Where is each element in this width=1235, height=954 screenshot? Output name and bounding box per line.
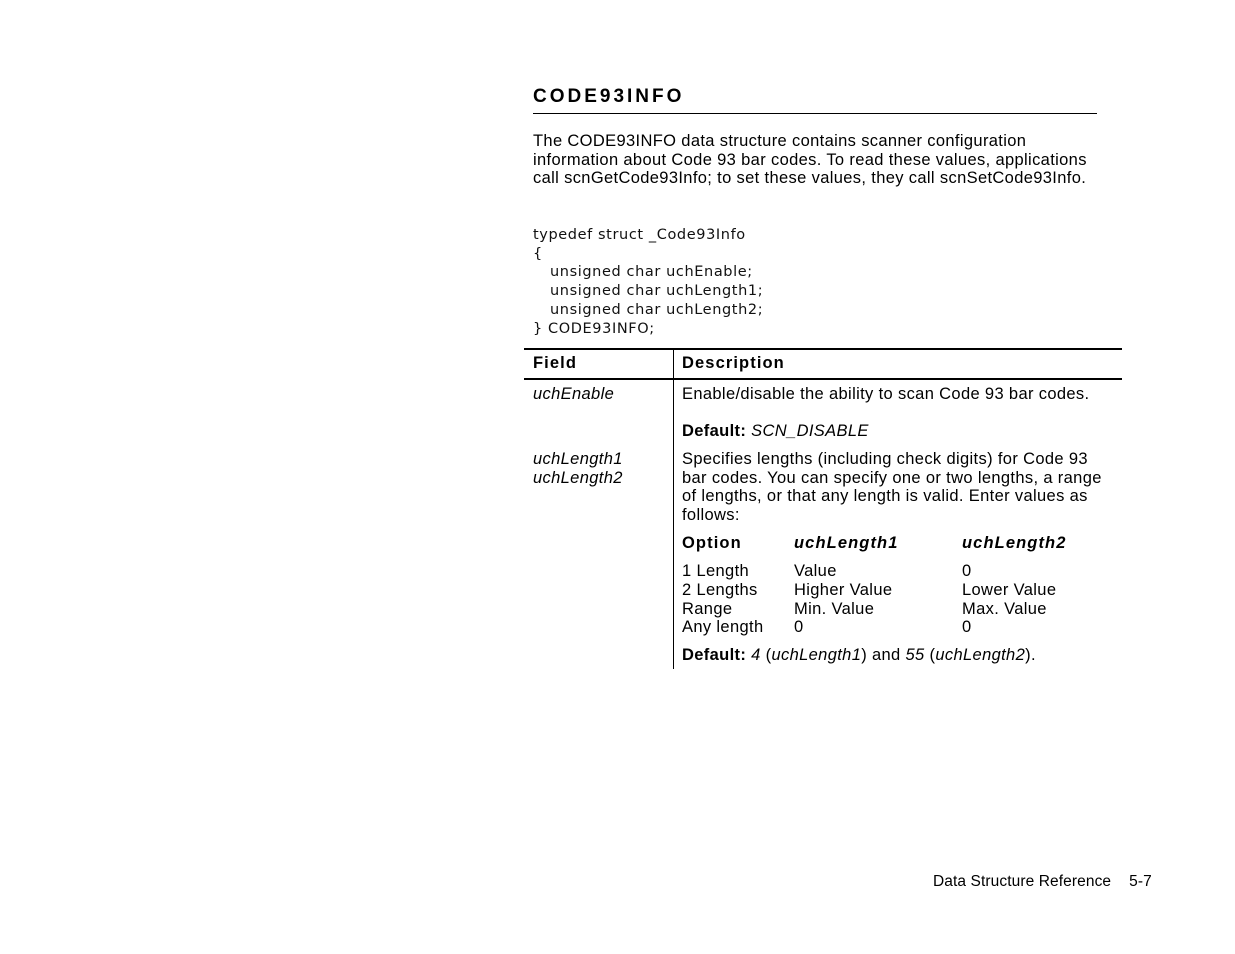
header-description: Description bbox=[682, 354, 785, 372]
default-field: uchLength1 bbox=[771, 646, 862, 664]
code-line: unsigned char uchEnable; bbox=[550, 264, 753, 281]
footer-page-number: 5-7 bbox=[1129, 873, 1152, 890]
header-field: Field bbox=[533, 354, 578, 372]
default-field: uchLength2 bbox=[935, 646, 1026, 664]
option-cell: Min. Value bbox=[794, 600, 875, 618]
default-label: Default: bbox=[682, 422, 747, 440]
default-uchlength bbox=[682, 646, 1112, 665]
intro-paragraph: The CODE93INFO data structure contains scanner configuration information about Code 93 bar codes. To read these values, applications call scnGetCode93Info; to set these values, they call scnSetCode93Info. bbox=[533, 132, 1087, 188]
option-cell: 0 bbox=[962, 562, 972, 580]
title-rule bbox=[533, 113, 1097, 114]
description-uchenable: Enable/disable the ability to scan Code 93 bar codes. bbox=[682, 385, 1090, 403]
default-label: Default: bbox=[682, 646, 747, 664]
default-value: 4 bbox=[751, 646, 761, 664]
code-line: } CODE93INFO; bbox=[533, 320, 655, 337]
option-cell: Value bbox=[794, 562, 837, 580]
code-block bbox=[533, 226, 763, 338]
footer-section-title: Data Structure Reference bbox=[933, 873, 1112, 890]
field-uchlength1: uchLength1 bbox=[533, 450, 623, 468]
default-text: ). bbox=[1025, 646, 1036, 664]
option-cell: Any length bbox=[682, 618, 764, 636]
code-line: unsigned char uchLength2; bbox=[550, 301, 764, 318]
default-value: 55 bbox=[905, 646, 925, 664]
default-value: SCN_DISABLE bbox=[751, 422, 869, 440]
option-cell: Max. Value bbox=[962, 600, 1047, 618]
code-line: typedef struct _Code93Info bbox=[533, 227, 746, 243]
default-uchenable bbox=[682, 422, 1112, 441]
default-text: ( bbox=[760, 646, 772, 664]
option-cell: Higher Value bbox=[794, 581, 893, 599]
field-uchenable: uchEnable bbox=[533, 385, 615, 403]
option-cell: 0 bbox=[962, 618, 972, 636]
option-header-length1: uchLength1 bbox=[794, 534, 899, 552]
page-footer bbox=[933, 873, 1152, 891]
option-cell: Lower Value bbox=[962, 581, 1057, 599]
table-header-rule bbox=[524, 378, 1122, 380]
default-text: ) and bbox=[861, 646, 906, 664]
option-cell: 1 Length bbox=[682, 562, 750, 580]
table-top-rule bbox=[524, 348, 1122, 350]
code-line: unsigned char uchLength1; bbox=[550, 283, 764, 300]
option-header-option: Option bbox=[682, 534, 742, 552]
option-header-length2: uchLength2 bbox=[962, 534, 1067, 552]
field-uchlength2: uchLength2 bbox=[533, 469, 623, 487]
table-column-divider bbox=[673, 349, 674, 669]
section-title: CODE93INFO bbox=[533, 86, 685, 107]
code-line: { bbox=[533, 245, 543, 262]
option-cell: 2 Lengths bbox=[682, 581, 758, 599]
description-uchlength: Specifies lengths (including check digits) for Code 93 bar codes. You can specify one or two lengths, a range of lengths, or that any length is valid. Enter values as follows: bbox=[682, 450, 1102, 525]
option-cell: 0 bbox=[794, 618, 804, 636]
default-text: ( bbox=[924, 646, 936, 664]
option-cell: Range bbox=[682, 600, 733, 618]
